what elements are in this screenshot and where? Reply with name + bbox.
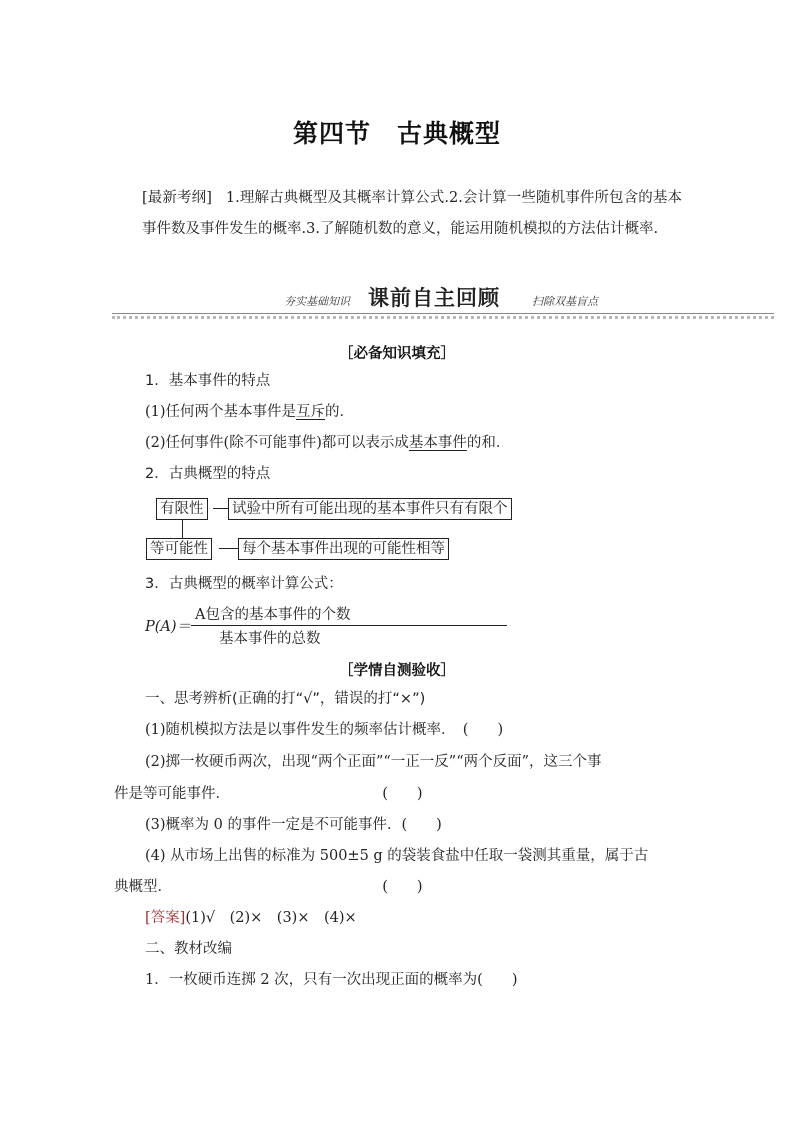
part1-title: 一、思考辨析(正确的打“√”，错误的打“×”) [145,691,426,707]
box-finiteness: 有限性 [156,498,208,520]
item1-line2-post: 的和． [466,435,511,451]
connector-line-1 [213,508,228,509]
answer-text: (1)√ (2)× (3)× (4)× [185,910,357,926]
banner-divider [112,313,774,314]
page-title [0,114,794,150]
fraction-bar [191,625,507,626]
connector-vertical [182,520,183,538]
item1-line1-pre: (1)任何两个基本事件是 [145,404,297,420]
answer-tag: [答案] [145,910,186,926]
connector-line-2 [219,548,238,549]
item1-line2-pre: (2)任何事件(除不可能事件)都可以表示成 [145,435,409,451]
formula-denominator: 基本事件的总数 [219,631,321,647]
outline-tag: [最新考纲] [142,190,212,206]
formula-lhs: P(A)＝ [145,619,192,635]
question-1: (1)随机模拟方法是以事件发生的频率估计概率． ( ) [145,722,504,738]
section-banner [112,282,774,322]
box-equal-likelihood-desc: 每个基本事件出现的可能性相等 [238,538,449,560]
textbook-question-1: 1．一枚硬币连掷 2 次，只有一次出现正面的概率为( ) [145,972,518,988]
item1-title: 1．基本事件的特点 [145,373,271,389]
banner-title: 课前自主回顾 [368,286,500,310]
item3-title: 3．古典概型的概率计算公式： [145,576,343,592]
probability-formula [145,603,375,647]
item1-line1 [145,402,354,422]
outline-text: 1.理解古典概型及其概率计算公式.2.会计算一些随机事件所包含的基本事件数及事件发生的概率.3.了解随机数的意义，能运用随机模拟的方法估计概率. [142,190,682,237]
section-heading-self-test: ［学情自测验收］ [339,663,455,679]
question-3: (3)概率为 0 的事件一定是不可能事件．( ) [145,817,442,833]
banner-right-text: 扫除双基盲点 [532,295,598,308]
part2-title: 二、教材改编 [145,941,232,957]
question-2-line1: (2)掷一枚硬币两次，出现“两个正面”“一正一反”“两个反面”，这三个事 [145,754,602,770]
blank-fill-mutually-exclusive: 互斥 [296,404,326,420]
title-topic: 古典概型 [397,119,502,148]
banner-divider-dotted [112,316,774,319]
question-2-line2: 件是等可能事件． ( ) [114,786,423,802]
blank-fill-basic-events: 基本事件 [408,435,467,451]
question-4-line1: (4) 从市场上出售的标准为 500±5 g 的袋装食盐中任取一袋测其重量，属于古 [145,848,649,864]
box-finiteness-desc: 试验中所有可能出现的基本事件只有有限个 [228,498,512,520]
exam-outline [142,183,682,245]
item1-line2 [145,433,510,453]
banner-left-text: 夯实基础知识 [284,295,350,308]
answer-line [145,908,357,928]
item2-title: 2．古典概型的特点 [145,466,271,482]
box-equal-likelihood: 等可能性 [146,538,212,560]
item1-line1-post: 的． [325,404,355,420]
section-heading-knowledge: ［必备知识填充］ [339,346,455,362]
formula-numerator: A包含的基本事件的个数 [195,607,351,623]
question-4-line2: 典概型． ( ) [114,879,423,895]
title-section-number: 第四节 [292,119,371,148]
